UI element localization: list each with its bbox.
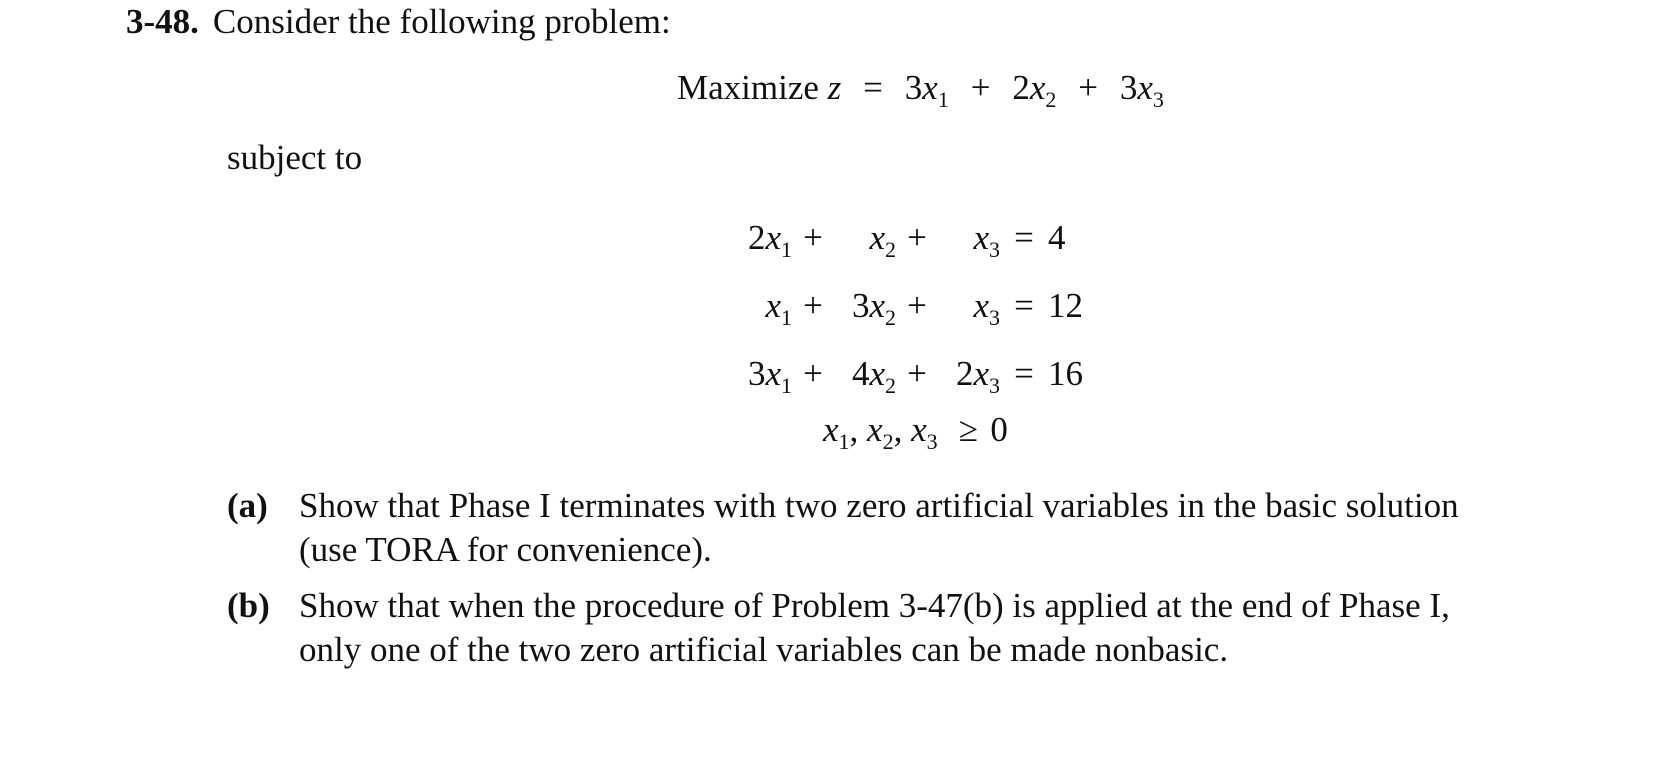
nonneg-rhs: 0 <box>990 410 1008 449</box>
nonneg-sep-2: , <box>893 410 912 449</box>
sub: 2 <box>885 237 896 262</box>
sub: 3 <box>989 305 1000 330</box>
var: x <box>973 354 989 393</box>
part-a-line-2: (use TORA for convenience). <box>299 530 712 569</box>
part-b-line-1: Show that when the procedure of Problem 3-47(b) is applied at the end of Phase I, <box>299 586 1450 625</box>
part-a-label: (a) <box>227 486 268 525</box>
constraints-table <box>730 204 1083 408</box>
objective-var-z: z <box>827 68 842 107</box>
coef: 3 <box>851 286 870 325</box>
sub: 2 <box>885 305 896 330</box>
constraint-1-rhs: 4 <box>1048 218 1066 257</box>
objective-sub-3: 3 <box>1152 87 1164 112</box>
nonneg-sep-1: , <box>849 410 868 449</box>
sub: 1 <box>781 305 792 330</box>
objective-coef-2: 2 <box>1012 68 1030 107</box>
objective-coef-3: 3 <box>1119 68 1138 107</box>
part-a-line-1: Show that Phase I terminates with two zero artificial variables in the basic solution <box>299 486 1459 525</box>
var: x <box>869 218 885 257</box>
objective-function <box>677 66 1164 110</box>
coef: 2 <box>955 354 974 393</box>
problem-intro: Consider the following problem: <box>212 2 671 41</box>
objective-sub-1: 1 <box>937 87 949 112</box>
objective-label: Maximize <box>677 68 819 107</box>
coef: 2 <box>747 218 766 257</box>
nonneg-var-3: x <box>911 410 927 449</box>
objective-var-2: x <box>1029 68 1046 107</box>
constraint-3-rhs: 16 <box>1048 354 1083 393</box>
constraint-3-op-1: + <box>803 354 823 393</box>
objective-equals: = <box>863 68 883 107</box>
var: x <box>869 354 885 393</box>
objective-term-1 <box>904 68 949 112</box>
constraint-3-op-2: + <box>907 354 927 393</box>
constraint-2-op-1: + <box>803 286 823 325</box>
constraint-1-term-3 <box>938 204 1000 272</box>
constraints-block <box>730 204 1083 408</box>
var: x <box>765 354 781 393</box>
objective-coef-1: 3 <box>904 68 923 107</box>
objective-var-1: x <box>922 68 938 107</box>
constraint-3-term-2 <box>834 340 896 408</box>
objective-sub-2: 2 <box>1045 87 1057 112</box>
sub: 3 <box>989 237 1000 262</box>
constraint-1-op-2: + <box>907 218 927 257</box>
var: x <box>869 286 885 325</box>
sub: 1 <box>781 237 792 262</box>
var: x <box>765 286 781 325</box>
var: x <box>973 218 989 257</box>
nonneg-sub-3: 3 <box>926 429 938 454</box>
constraint-2-term-1 <box>730 272 792 340</box>
constraint-3-equals: = <box>1014 354 1034 393</box>
constraint-1-equals: = <box>1014 218 1034 257</box>
constraint-1-term-2 <box>834 204 896 272</box>
problem-header <box>126 0 671 44</box>
part-b-line-2: only one of the two zero artificial variables can be made nonbasic. <box>299 630 1229 669</box>
nonneg-geq: ≥ <box>958 410 978 449</box>
constraint-3-term-3 <box>938 340 1000 408</box>
objective-plus-2: + <box>1078 68 1098 107</box>
part-a-text <box>299 484 1619 572</box>
coef: 3 <box>747 354 766 393</box>
nonneg-var-2: x <box>867 410 883 449</box>
nonneg-sub-1: 1 <box>838 429 850 454</box>
coef: 4 <box>851 354 870 393</box>
constraint-2-term-2 <box>834 272 896 340</box>
var: x <box>765 218 781 257</box>
nonnegativity-constraint <box>823 408 1008 452</box>
subject-to-label: subject to <box>227 138 363 177</box>
sub: 1 <box>781 373 792 398</box>
part-b-text <box>299 584 1619 672</box>
constraint-row-1 <box>730 204 1083 272</box>
constraint-2-rhs: 12 <box>1048 286 1083 325</box>
objective-term-2 <box>1012 68 1057 112</box>
constraint-row-2 <box>730 272 1083 340</box>
constraint-1-term-1 <box>730 204 792 272</box>
nonneg-var-1: x <box>823 410 839 449</box>
constraint-2-equals: = <box>1014 286 1034 325</box>
sub: 2 <box>885 373 896 398</box>
objective-term-3 <box>1119 68 1164 112</box>
constraint-1-op-1: + <box>803 218 823 257</box>
constraint-2-term-3 <box>938 272 1000 340</box>
objective-var-3: x <box>1137 68 1153 107</box>
sub: 3 <box>989 373 1000 398</box>
nonneg-sub-2: 2 <box>882 429 894 454</box>
part-b-label: (b) <box>227 586 270 625</box>
constraint-row-3 <box>730 340 1083 408</box>
constraint-2-op-2: + <box>907 286 927 325</box>
constraint-3-term-1 <box>730 340 792 408</box>
problem-number: 3-48. <box>126 2 199 41</box>
var: x <box>973 286 989 325</box>
objective-plus-1: + <box>970 68 991 107</box>
